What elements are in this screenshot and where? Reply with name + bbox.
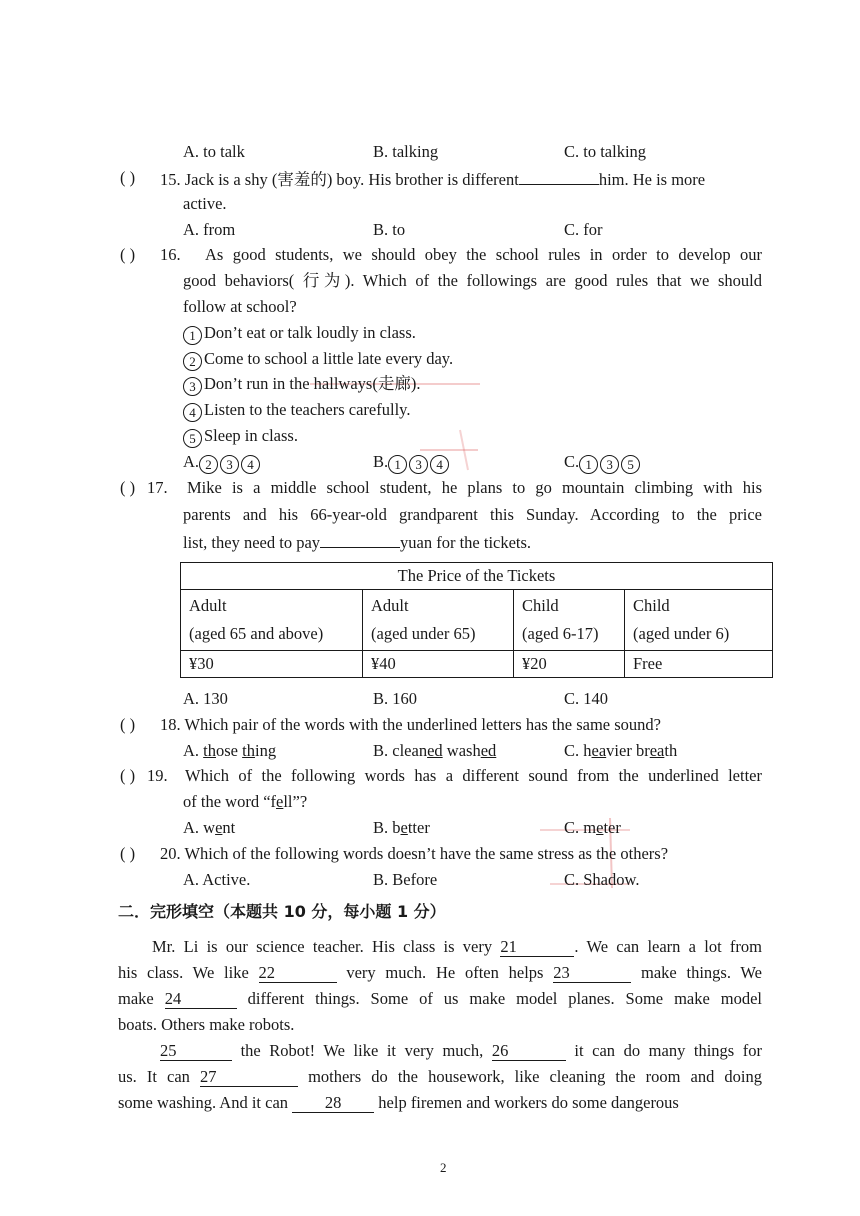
circled-number-5: 5 <box>183 429 202 448</box>
q15-text-c: active. <box>183 194 227 213</box>
q15-option-b: B. to <box>373 220 406 239</box>
q18-option-a: A. those thing <box>183 741 277 760</box>
q16-line2: good behaviors( 行为). Which of the followings are good rules that we should <box>183 271 762 290</box>
ticket-price-cell: ¥30 <box>181 651 363 678</box>
ticket-table-title: The Price of the Tickets <box>181 563 773 590</box>
page-number: 2 <box>440 1160 447 1175</box>
passage-line: us. It can 27 mothers do the housework, like cleaning the room and doing <box>118 1067 763 1086</box>
q16-option-c: C. 1 3 5 <box>564 452 642 474</box>
q15-number: 15. <box>160 170 181 189</box>
q16-item-3: 3 Don’t run in the hallways(走廊). <box>183 374 420 396</box>
passage-line: his class. We like 22 very much. He often helps 23 make things. We <box>118 963 762 982</box>
passage-line: Mr. Li is our science teacher. His class is very 21 . We can learn a lot from <box>152 937 763 956</box>
ticket-price-cell: Free <box>625 651 773 678</box>
q17-blank[interactable] <box>320 531 400 548</box>
circled-number-2: 2 <box>183 352 202 371</box>
q15-text-a: Jack is a shy (害羞的) boy. His brother is different <box>184 170 519 189</box>
q14-option-a: A. to talk <box>183 142 245 161</box>
q16-item-5: 5 Sleep in class. <box>183 426 298 448</box>
ticket-price-table <box>180 562 773 678</box>
q16-option-a: A. 2 3 4 <box>183 452 262 474</box>
q20-stem: 20. Which of the following words doesn’t have the same stress as the others? <box>160 844 669 863</box>
circled-number-1: 1 <box>183 326 202 345</box>
q19-option-a: A. went <box>183 818 236 837</box>
q17-option-a: A. 130 <box>183 689 228 708</box>
q15-option-a: A. from <box>183 220 236 239</box>
q18-option-b: B. cleaned washed <box>373 741 497 760</box>
q16-item-4: 4 Listen to the teachers carefully. <box>183 400 410 422</box>
cloze-blank-27[interactable]: 27 <box>200 1068 298 1087</box>
cloze-blank-26[interactable]: 26 <box>492 1042 566 1061</box>
q20-option-b: B. Before <box>373 870 438 889</box>
q19-line1: Which of the following words has a different sound from the underlined letter <box>185 766 762 785</box>
cloze-blank-23[interactable]: 23 <box>553 964 631 983</box>
q20-option-c: C. Shadow. <box>564 870 640 889</box>
q15-blank[interactable] <box>519 168 599 185</box>
q16-line1: As good students, we should obey the school rules in order to develop our <box>205 245 762 264</box>
q16-item-1: 1 Don’t eat or talk loudly in class. <box>183 323 416 345</box>
cloze-blank-28[interactable]: 28 <box>292 1094 374 1113</box>
q15-stem <box>160 168 763 190</box>
q17-option-b: B. 160 <box>373 689 418 708</box>
q17-line1: Mike is a middle school student, he plans to go mountain climbing with his <box>187 478 762 497</box>
q17-number: 17. <box>147 478 168 497</box>
q14-option-c: C. to talking <box>564 142 647 161</box>
ticket-category-cell: Child (aged 6-17) <box>514 590 625 651</box>
q17-answer-paren[interactable]: ( ) <box>120 478 136 497</box>
circled-number-3: 3 <box>183 377 202 396</box>
q19-line2: of the word “fell”? <box>183 792 308 811</box>
q19-option-c: C. meter <box>564 818 621 837</box>
q17-option-c: C. 140 <box>564 689 609 708</box>
section-title: 二．完形填空（本题共 10 分，每小题 1 分） <box>118 902 446 921</box>
q19-answer-paren[interactable]: ( ) <box>120 766 136 785</box>
q20-answer-paren[interactable]: ( ) <box>120 844 136 863</box>
q18-answer-paren[interactable]: ( ) <box>120 715 136 734</box>
q18-stem: 18. Which pair of the words with the underlined letters has the same sound? <box>160 715 661 734</box>
ticket-category-cell: Child (aged under 6) <box>625 590 773 651</box>
q15-answer-paren[interactable]: ( ) <box>120 168 136 187</box>
q16-option-b: B. 1 3 4 <box>373 452 451 474</box>
cloze-blank-22[interactable]: 22 <box>259 964 337 983</box>
passage-line: make 24 different things. Some of us make model planes. Some make model <box>118 989 763 1008</box>
q17-line3: list, they need to pay yuan for the tickets. <box>183 533 532 552</box>
passage-line: some washing. And it can 28 help firemen and workers do some dangerous <box>118 1093 679 1112</box>
cloze-blank-24[interactable]: 24 <box>165 990 237 1009</box>
ticket-price-cell: ¥20 <box>514 651 625 678</box>
cloze-blank-21[interactable]: 21 <box>500 938 574 957</box>
passage-line: boats. Others make robots. <box>118 1015 295 1034</box>
q15-text-b: him. He is more <box>598 170 706 189</box>
q19-number: 19. <box>147 766 168 785</box>
ticket-category-cell: Adult (aged 65 and above) <box>181 590 363 651</box>
q19-option-b: B. better <box>373 818 430 837</box>
q16-line3: follow at school? <box>183 297 297 316</box>
circled-number-4: 4 <box>183 403 202 422</box>
q16-item-2: 2 Come to school a little late every day. <box>183 349 453 371</box>
ticket-price-cell: ¥40 <box>363 651 514 678</box>
q15-option-c: C. for <box>564 220 603 239</box>
q20-option-a: A. Active. <box>183 870 251 889</box>
q18-option-c: C. heavier breath <box>564 741 678 760</box>
ticket-category-cell: Adult (aged under 65) <box>363 590 514 651</box>
q16-answer-paren[interactable]: ( ) <box>120 245 136 264</box>
cloze-blank-25[interactable]: 25 <box>160 1042 232 1061</box>
q14-option-b: B. talking <box>373 142 439 161</box>
q16-number: 16. <box>160 245 181 264</box>
q17-line2: parents and his 66-year-old grandparent this Sunday. According to the price <box>183 505 762 524</box>
passage-line: 25 the Robot! We like it very much, 26 it can do many things for <box>160 1041 763 1060</box>
